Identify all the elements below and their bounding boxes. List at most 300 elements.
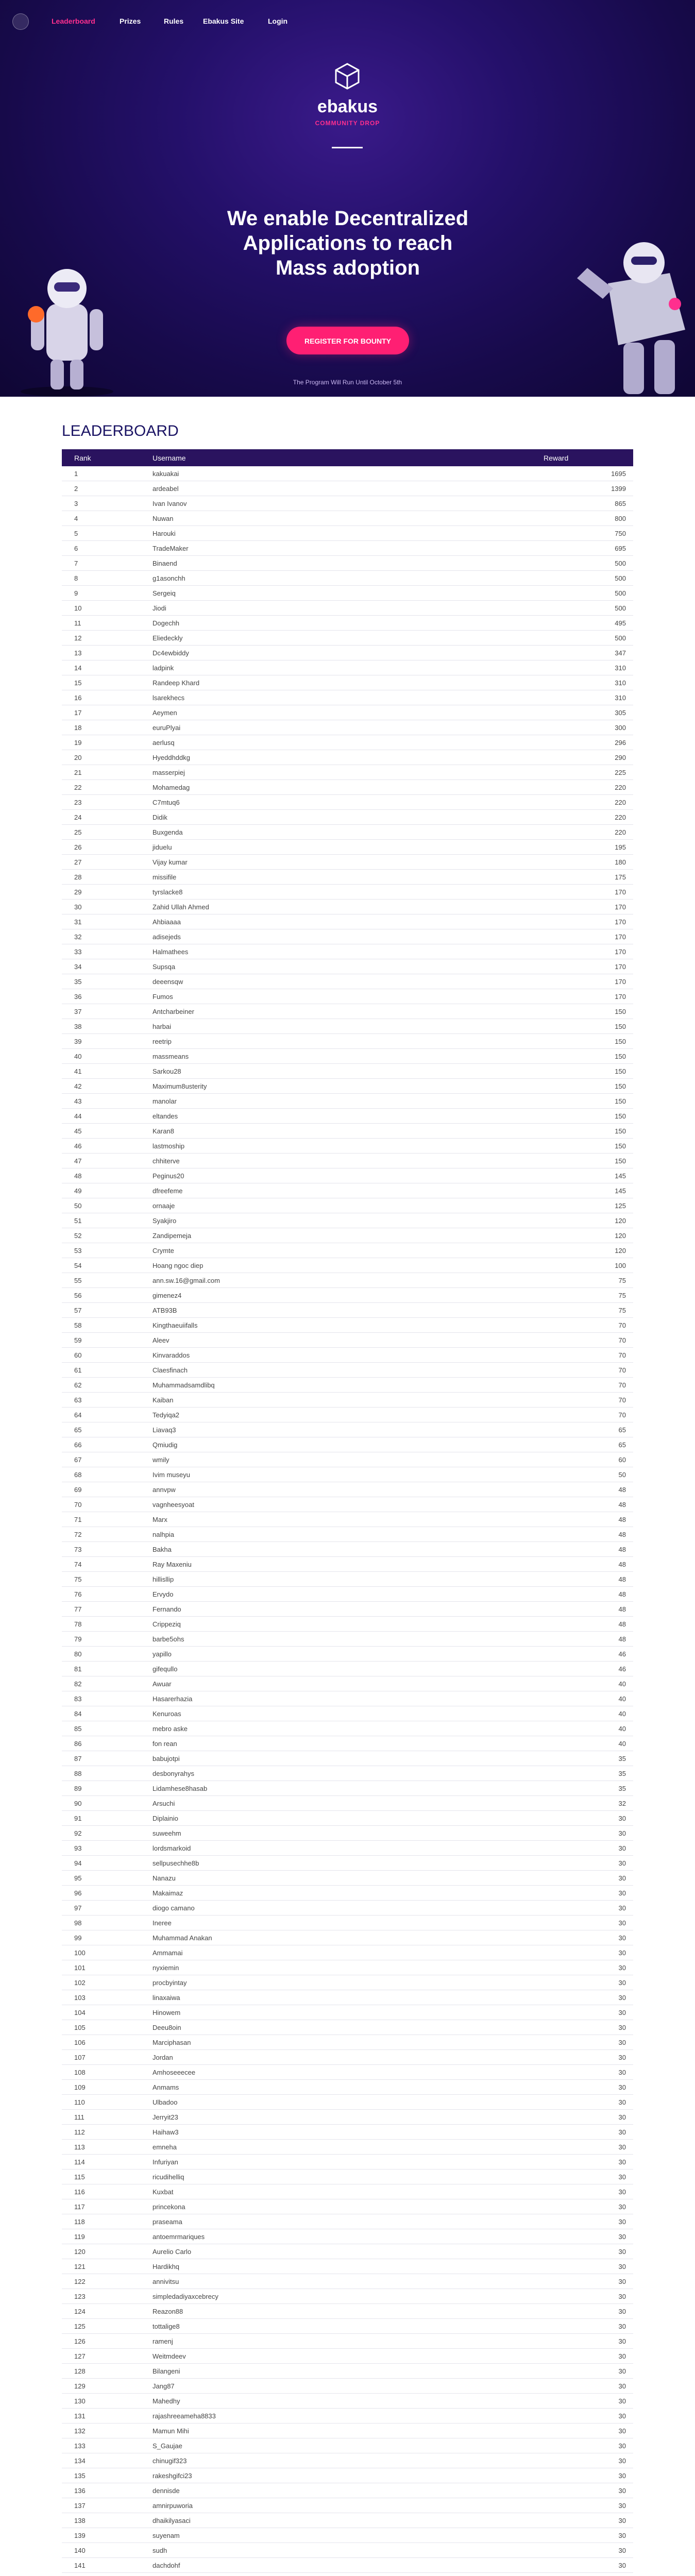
username-cell: mebro aske [140, 1721, 531, 1736]
table-row [62, 571, 633, 586]
reward-cell: 30 [531, 2379, 633, 2394]
reward-cell: 347 [531, 646, 633, 660]
username-cell: Didik [140, 810, 531, 825]
table-row [62, 1632, 633, 1647]
reward-cell: 48 [531, 1497, 633, 1512]
username-cell: Hardikhq [140, 2259, 531, 2274]
rank-cell: 13 [62, 646, 140, 660]
table-row [62, 959, 633, 974]
reward-cell: 30 [531, 2244, 633, 2259]
table-row [62, 556, 633, 571]
reward-cell: 310 [531, 690, 633, 705]
table-row [62, 1960, 633, 1975]
reward-cell: 495 [531, 616, 633, 631]
rank-cell: 92 [62, 1826, 140, 1841]
username-cell: euruPlyai [140, 720, 531, 735]
reward-cell: 170 [531, 959, 633, 974]
rank-cell: 42 [62, 1079, 140, 1094]
table-row [62, 496, 633, 511]
username-cell: Dogechh [140, 616, 531, 631]
table-row [62, 586, 633, 601]
username-cell: Kingthaeuiifalls [140, 1318, 531, 1333]
table-row [62, 631, 633, 646]
reward-cell: 30 [531, 2125, 633, 2140]
username-cell: Kenuroas [140, 1706, 531, 1721]
username-cell: Hoang ngoc diep [140, 1258, 531, 1273]
username-cell: Hasarerhazia [140, 1691, 531, 1706]
table-row [62, 974, 633, 989]
table-row [62, 2199, 633, 2214]
username-cell: Kinvaraddos [140, 1348, 531, 1363]
reward-cell: 48 [531, 1602, 633, 1617]
username-cell: ann.sw.16@gmail.com [140, 1273, 531, 1288]
nav-prizes[interactable]: Prizes [120, 17, 141, 25]
username-cell: massmeans [140, 1049, 531, 1064]
rank-cell: 35 [62, 974, 140, 989]
rank-cell: 134 [62, 2453, 140, 2468]
reward-cell: 290 [531, 750, 633, 765]
table-row [62, 2424, 633, 2438]
reward-cell: 220 [531, 825, 633, 840]
reward-cell: 310 [531, 675, 633, 690]
header-reward: Reward [544, 453, 569, 462]
table-row [62, 1437, 633, 1452]
table-row [62, 541, 633, 556]
rank-cell: 83 [62, 1691, 140, 1706]
username-cell: princekona [140, 2199, 531, 2214]
rank-cell: 124 [62, 2304, 140, 2319]
table-row [62, 840, 633, 855]
username-cell: Liavaq3 [140, 1422, 531, 1437]
table-row [62, 2155, 633, 2170]
username-cell: procbyintay [140, 1975, 531, 1990]
rank-cell: 125 [62, 2319, 140, 2334]
brand-subtitle: COMMUNITY DROP [315, 120, 380, 127]
table-row [62, 1049, 633, 1064]
username-cell: Eliedeckly [140, 631, 531, 646]
rank-cell: 16 [62, 690, 140, 705]
reward-cell: 30 [531, 2184, 633, 2199]
rank-cell: 112 [62, 2125, 140, 2140]
nav-rules[interactable]: Rules [164, 17, 184, 25]
reward-cell: 120 [531, 1213, 633, 1228]
reward-cell [531, 2573, 633, 2576]
username-cell: amnirpuworia [140, 2498, 531, 2513]
table-row [62, 705, 633, 720]
username-cell: S_Gaujae [140, 2438, 531, 2453]
table-row [62, 2319, 633, 2334]
rank-cell: 22 [62, 780, 140, 795]
rank-cell: 24 [62, 810, 140, 825]
rank-cell: 117 [62, 2199, 140, 2214]
table-row [62, 1841, 633, 1856]
table-row [62, 1154, 633, 1168]
reward-cell: 195 [531, 840, 633, 855]
rank-cell: 141 [62, 2558, 140, 2573]
reward-cell: 35 [531, 1766, 633, 1781]
rank-cell: 46 [62, 1139, 140, 1154]
rank-cell: 119 [62, 2229, 140, 2244]
table-row [62, 2184, 633, 2199]
table-row [62, 2573, 633, 2576]
reward-cell: 30 [531, 1871, 633, 1886]
reward-cell: 30 [531, 1856, 633, 1871]
reward-cell: 500 [531, 556, 633, 571]
reward-cell: 30 [531, 1930, 633, 1945]
username-cell: Marciphasan [140, 2035, 531, 2050]
table-row [62, 2050, 633, 2065]
table-row [62, 2095, 633, 2110]
table-row [62, 1064, 633, 1079]
username-cell: deeensqw [140, 974, 531, 989]
table-row [62, 1333, 633, 1348]
rank-cell: 20 [62, 750, 140, 765]
table-row [62, 870, 633, 885]
username-cell: Qmiudig [140, 1437, 531, 1452]
table-row [62, 795, 633, 810]
rank-cell: 111 [62, 2110, 140, 2125]
reward-cell: 48 [531, 1557, 633, 1572]
reward-cell: 695 [531, 541, 633, 556]
rank-cell: 66 [62, 1437, 140, 1452]
rank-cell: 71 [62, 1512, 140, 1527]
reward-cell: 180 [531, 855, 633, 870]
table-row [62, 2409, 633, 2424]
rank-cell: 7 [62, 556, 140, 571]
username-cell: Ulbadoo [140, 2095, 531, 2110]
rank-cell: 44 [62, 1109, 140, 1124]
table-row [62, 1452, 633, 1467]
register-bounty-button[interactable]: REGISTER FOR BOUNTY [286, 327, 409, 354]
username-cell: rajashreeameha8833 [140, 2409, 531, 2424]
table-row [62, 1168, 633, 1183]
username-cell: adisejeds [140, 929, 531, 944]
rank-cell: 39 [62, 1034, 140, 1049]
reward-cell: 30 [531, 2364, 633, 2379]
username-cell: Harouki [140, 526, 531, 541]
reward-cell: 150 [531, 1094, 633, 1109]
table-row [62, 2244, 633, 2259]
table-row [62, 825, 633, 840]
table-row [62, 1363, 633, 1378]
table-row [62, 466, 633, 481]
reward-cell: 48 [531, 1527, 633, 1542]
username-cell: Arsuchi [140, 1796, 531, 1811]
username-cell: Amhoseeecee [140, 2065, 531, 2080]
reward-cell: 30 [531, 1826, 633, 1841]
table-row [62, 1183, 633, 1198]
table-row [62, 2364, 633, 2379]
username-cell: Ray Maxeniu [140, 1557, 531, 1572]
rank-cell: 68 [62, 1467, 140, 1482]
reward-cell: 30 [531, 2558, 633, 2573]
table-row [62, 2468, 633, 2483]
reward-cell: 48 [531, 1482, 633, 1497]
reward-cell: 40 [531, 1706, 633, 1721]
rank-cell: 10 [62, 601, 140, 616]
reward-cell: 46 [531, 1662, 633, 1676]
username-cell: Claesfinach [140, 1363, 531, 1378]
reward-cell: 30 [531, 2274, 633, 2289]
table-row [62, 1004, 633, 1019]
reward-cell: 30 [531, 2424, 633, 2438]
reward-cell: 1695 [531, 466, 633, 481]
table-row [62, 989, 633, 1004]
leaderboard-table [62, 449, 633, 2576]
reward-cell: 100 [531, 1258, 633, 1273]
table-row [62, 2005, 633, 2020]
username-cell: Awuar [140, 1676, 531, 1691]
table-row [62, 660, 633, 675]
rank-cell: 132 [62, 2424, 140, 2438]
rank-cell: 74 [62, 1557, 140, 1572]
reward-cell: 30 [531, 2229, 633, 2244]
table-row [62, 1901, 633, 1916]
table-row [62, 1019, 633, 1034]
username-cell: nyxiemin [140, 1960, 531, 1975]
reward-cell: 35 [531, 1781, 633, 1796]
reward-cell: 310 [531, 660, 633, 675]
table-row [62, 1557, 633, 1572]
rank-cell: 27 [62, 855, 140, 870]
rank-cell: 57 [62, 1303, 140, 1318]
username-cell: chhiterve [140, 1154, 531, 1168]
rank-cell: 40 [62, 1049, 140, 1064]
ebakus-logo-icon[interactable] [12, 13, 29, 30]
reward-cell: 48 [531, 1572, 633, 1587]
username-cell: Supsqa [140, 959, 531, 974]
table-row [62, 2528, 633, 2543]
table-row [62, 1706, 633, 1721]
rank-cell: 21 [62, 765, 140, 780]
reward-cell: 30 [531, 2483, 633, 2498]
username-cell: Ivim museyu [140, 1467, 531, 1482]
table-row [62, 1721, 633, 1736]
username-cell: antoemrmariques [140, 2229, 531, 2244]
table-row [62, 1796, 633, 1811]
table-row [62, 1512, 633, 1527]
rank-cell: 31 [62, 914, 140, 929]
rank-cell: 3 [62, 496, 140, 511]
rank-cell: 30 [62, 900, 140, 914]
table-row [62, 511, 633, 526]
rank-cell: 109 [62, 2080, 140, 2095]
username-cell: linaxaiwa [140, 1990, 531, 2005]
username-cell: Crymte [140, 1243, 531, 1258]
rank-cell: 128 [62, 2364, 140, 2379]
username-cell: Jang87 [140, 2379, 531, 2394]
rank-cell: 48 [62, 1168, 140, 1183]
rank-cell: 50 [62, 1198, 140, 1213]
table-row [62, 2513, 633, 2528]
username-cell: masserpiej [140, 765, 531, 780]
rank-cell: 93 [62, 1841, 140, 1856]
rank-cell: 55 [62, 1273, 140, 1288]
rank-cell: 130 [62, 2394, 140, 2409]
rank-cell: 122 [62, 2274, 140, 2289]
table-row [62, 1572, 633, 1587]
reward-cell: 150 [531, 1064, 633, 1079]
username-cell: Kaiban [140, 1393, 531, 1408]
username-cell: Muhammadsamdlibq [140, 1378, 531, 1393]
rank-cell: 129 [62, 2379, 140, 2394]
username-cell: jiduelu [140, 840, 531, 855]
table-row [62, 1766, 633, 1781]
table-row [62, 1811, 633, 1826]
rank-cell: 18 [62, 720, 140, 735]
username-cell: Mohamedag [140, 780, 531, 795]
username-cell: lsarekhecs [140, 690, 531, 705]
reward-cell: 30 [531, 1975, 633, 1990]
username-cell: tyrslacke8 [140, 885, 531, 900]
reward-cell: 30 [531, 1841, 633, 1856]
reward-cell: 125 [531, 1198, 633, 1213]
username-cell: barbe5ohs [140, 1632, 531, 1647]
rank-cell: 102 [62, 1975, 140, 1990]
table-row [62, 1079, 633, 1094]
rank-cell: 45 [62, 1124, 140, 1139]
nav-ebakus-site[interactable]: Ebakus Site [203, 17, 244, 25]
table-row [62, 1109, 633, 1124]
ebakus-cube-icon [332, 61, 363, 92]
table-row [62, 1422, 633, 1437]
rank-cell: 114 [62, 2155, 140, 2170]
reward-cell: 30 [531, 2259, 633, 2274]
table-row [62, 1258, 633, 1273]
reward-cell: 145 [531, 1168, 633, 1183]
table-row [62, 2020, 633, 2035]
table-row [62, 675, 633, 690]
username-cell: chinugif323 [140, 2453, 531, 2468]
reward-cell: 170 [531, 929, 633, 944]
username-cell: Buxgenda [140, 825, 531, 840]
username-cell: ATB93B [140, 1303, 531, 1318]
username-cell: dhaikilyasaci [140, 2513, 531, 2528]
username-cell: Zahid Ullah Ahmed [140, 900, 531, 914]
table-row [62, 2274, 633, 2289]
table-row [62, 720, 633, 735]
rank-cell: 85 [62, 1721, 140, 1736]
table-row [62, 2140, 633, 2155]
username-cell: rakeshgifci23 [140, 2468, 531, 2483]
reward-cell: 30 [531, 2095, 633, 2110]
username-cell: vagnheesyoat [140, 1497, 531, 1512]
hero-banner [0, 0, 695, 397]
username-cell: Ahbiaaaa [140, 914, 531, 929]
nav-leaderboard[interactable]: Leaderboard [52, 17, 95, 25]
rank-cell: 118 [62, 2214, 140, 2229]
reward-cell: 30 [531, 1945, 633, 1960]
table-row [62, 1094, 633, 1109]
rank-cell: 89 [62, 1781, 140, 1796]
rank-cell: 4 [62, 511, 140, 526]
username-cell: kakuakai [140, 466, 531, 481]
username-cell: Fumos [140, 989, 531, 1004]
username-cell: Ivan Ivanov [140, 496, 531, 511]
table-row [62, 1303, 633, 1318]
table-row [62, 2379, 633, 2394]
table-row [62, 885, 633, 900]
rank-cell: 52 [62, 1228, 140, 1243]
nav-login[interactable]: Login [268, 17, 288, 25]
table-row [62, 1408, 633, 1422]
rank-cell: 96 [62, 1886, 140, 1901]
reward-cell: 150 [531, 1019, 633, 1034]
username-cell: Anmams [140, 2080, 531, 2095]
brand-name: ebakus [317, 97, 378, 116]
rank-cell: 90 [62, 1796, 140, 1811]
reward-cell: 70 [531, 1348, 633, 1363]
rank-cell: 56 [62, 1288, 140, 1303]
reward-cell: 30 [531, 2409, 633, 2424]
table-row [62, 750, 633, 765]
username-cell: Maximum8usterity [140, 1079, 531, 1094]
reward-cell: 30 [531, 2513, 633, 2528]
table-row [62, 1467, 633, 1482]
rank-cell: 100 [62, 1945, 140, 1960]
username-cell: Fernando [140, 1602, 531, 1617]
reward-cell: 40 [531, 1721, 633, 1736]
table-row [62, 1243, 633, 1258]
reward-cell: 70 [531, 1318, 633, 1333]
reward-cell: 75 [531, 1273, 633, 1288]
reward-cell: 145 [531, 1183, 633, 1198]
table-row [62, 1871, 633, 1886]
username-cell: Jerryit23 [140, 2110, 531, 2125]
username-cell: suweehm [140, 1826, 531, 1841]
rank-cell: 41 [62, 1064, 140, 1079]
username-cell: aerlusq [140, 735, 531, 750]
reward-cell: 175 [531, 870, 633, 885]
rank-cell: 103 [62, 1990, 140, 2005]
rank-cell: 120 [62, 2244, 140, 2259]
reward-cell: 30 [531, 2304, 633, 2319]
reward-cell: 500 [531, 601, 633, 616]
reward-cell: 150 [531, 1109, 633, 1124]
rank-cell: 28 [62, 870, 140, 885]
rank-cell: 36 [62, 989, 140, 1004]
rank-cell: 5 [62, 526, 140, 541]
rank-cell: 29 [62, 885, 140, 900]
table-row [62, 944, 633, 959]
rank-cell: 82 [62, 1676, 140, 1691]
table-row [62, 1617, 633, 1632]
username-cell: Antcharbeiner [140, 1004, 531, 1019]
table-row [62, 1378, 633, 1393]
username-cell: TradeMaker [140, 541, 531, 556]
table-row [62, 2289, 633, 2304]
table-row [62, 900, 633, 914]
username-cell: dfreefeme [140, 1183, 531, 1198]
table-row [62, 735, 633, 750]
reward-cell: 150 [531, 1034, 633, 1049]
rank-cell: 116 [62, 2184, 140, 2199]
reward-cell: 170 [531, 885, 633, 900]
username-cell: Reazon88 [140, 2304, 531, 2319]
username-cell: Makaimaz [140, 1886, 531, 1901]
reward-cell: 35 [531, 1751, 633, 1766]
rank-cell: 72 [62, 1527, 140, 1542]
rank-cell: 51 [62, 1213, 140, 1228]
rank-cell: 62 [62, 1378, 140, 1393]
username-cell: ardeabel [140, 481, 531, 496]
hero-headline: We enable Decentralized Applications to reach Mass adoption [227, 207, 469, 279]
reward-cell: 30 [531, 2289, 633, 2304]
rank-cell: 127 [62, 2349, 140, 2364]
username-cell: Randeep Khard [140, 675, 531, 690]
table-row [62, 1945, 633, 1960]
table-row [62, 914, 633, 929]
